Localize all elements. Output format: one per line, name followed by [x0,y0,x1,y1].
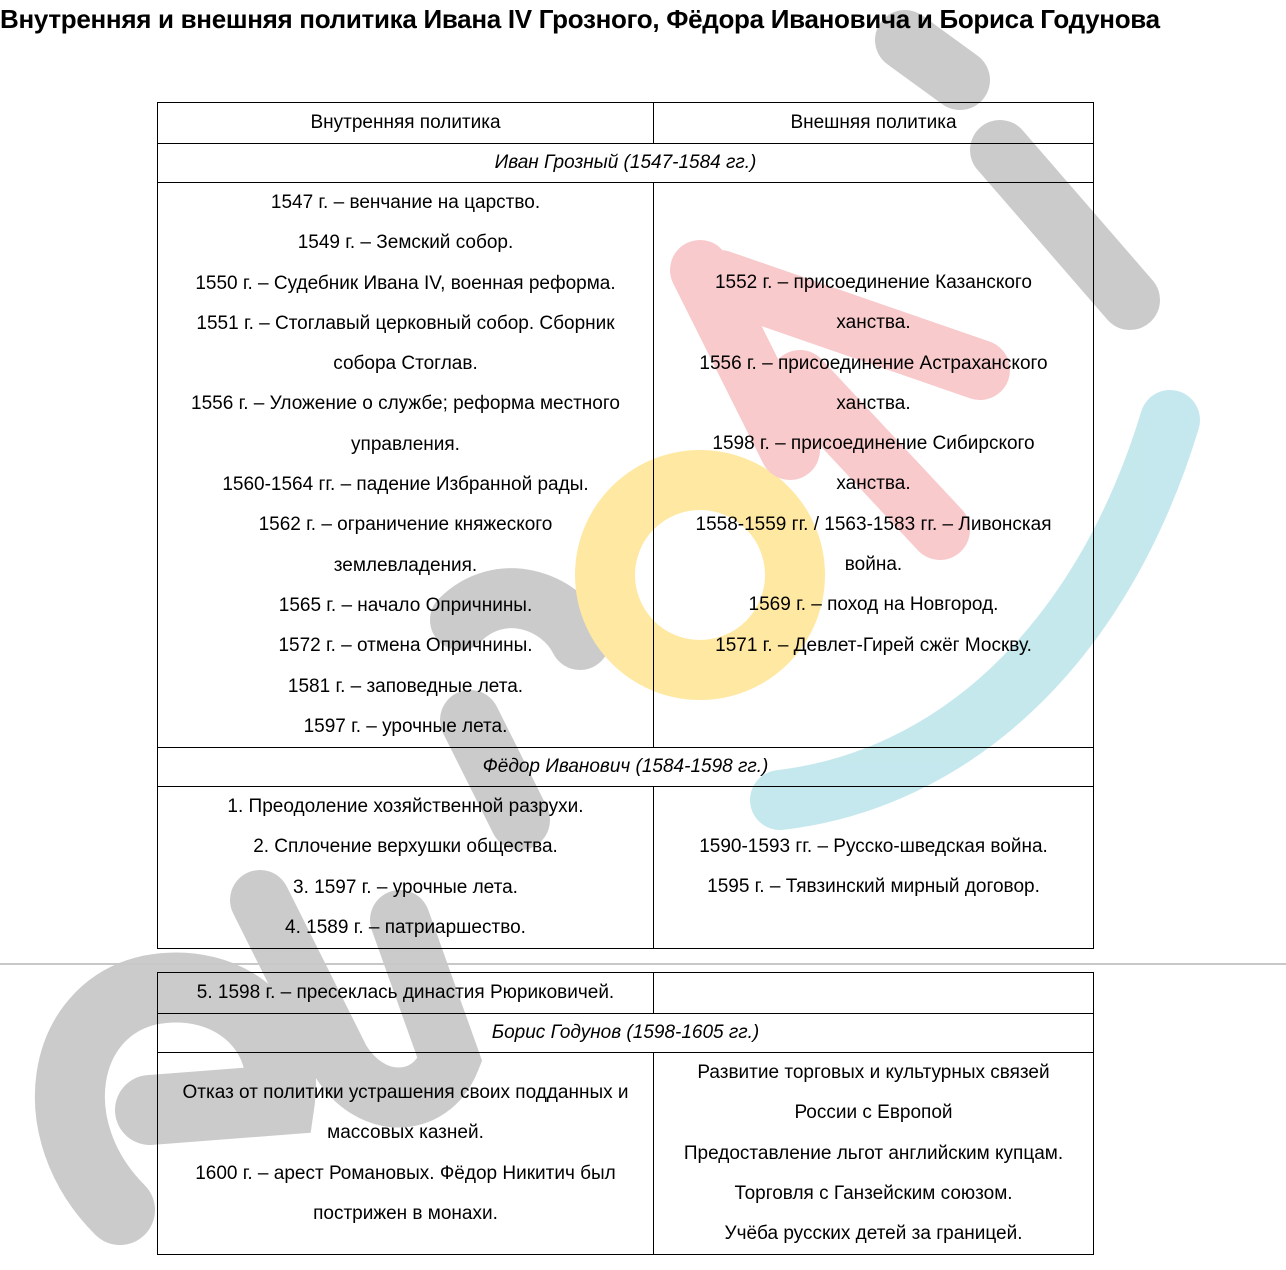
ivan-internal-line: собора Стоглав. [333,353,478,375]
ivan-internal-line: 1550 г. – Судебник Ивана IV, военная реформа. [195,272,616,294]
ivan-internal-line: 1597 г. – урочные лета. [303,715,508,737]
ivan-internal-line: 1547 г. – венчание на царство. [270,192,541,213]
ivan-external-line: 1569 г. – поход на Новгород. [748,594,999,616]
ivan-external-line: 1556 г. – присоединение Астраханского [699,352,1048,374]
watermark-dot-shape [905,40,960,80]
fedor-internal-cell [158,787,654,949]
fedor-policy-row [158,787,1094,949]
ivan-internal-line: 1565 г. – начало Опричнины. [278,594,533,616]
fedor-internal-continued-line: 5. 1598 г. – пресеклась династия Рюриковичей. [196,982,615,1003]
ruler-row-fedor [158,748,1094,787]
boris-external-cell [654,1053,1094,1255]
ivan-internal-line: землевладения. [333,554,478,576]
policy-table-page-1 [157,102,1094,949]
ivan-internal-line: 1556 г. – Уложение о службе; реформа местного [191,393,620,415]
ivan-internal-line: 1549 г. – Земский собор. [297,232,514,254]
ivan-internal-line: 1551 г. – Стоглавый церковный собор. Сборник [196,312,615,334]
ivan-internal-cell [158,183,654,748]
ivan-internal-line: 1572 г. – отмена Опричнины. [278,635,533,657]
header-internal: Внутренняя политика [158,103,654,144]
ruler-ivan: Иван Грозный (1547-1584 гг.) [158,144,1094,183]
page-break-line [0,963,1286,965]
fedor-external-line: 1595 г. – Тявзинский мирный договор. [707,876,1040,898]
ruler-row-ivan [158,144,1094,183]
boris-internal-line: 1600 г. – арест Романовых. Фёдор Никитич был [195,1162,616,1184]
boris-external-line: Учёба русских детей за границей. [724,1223,1023,1245]
fedor-internal-line: 2. Сплочение верхушки общества. [253,836,558,858]
fedor-continued-row [158,973,1094,1014]
boris-policy-row [158,1053,1094,1255]
ivan-external-line: ханства. [836,392,911,414]
fedor-internal-line: 3. 1597 г. – урочные лета. [293,876,518,898]
fedor-external-line: 1590-1593 гг. – Русско-шведская война. [699,836,1048,858]
ivan-policy-row [158,183,1094,748]
boris-internal-line: пострижен в монахи. [313,1203,498,1225]
table-header-row [158,103,1094,144]
fedor-internal-line: 4. 1589 г. – патриаршество. [285,917,526,939]
fedor-external-continued-cell [654,973,1094,1014]
boris-external-line: Развитие торговых и культурных связей [697,1062,1050,1083]
ivan-internal-line: управления. [351,433,460,455]
ivan-internal-line: 1581 г. – заповедные лета. [287,675,524,697]
ivan-external-line: 1598 г. – присоединение Сибирского [712,433,1035,455]
boris-internal-cell [158,1053,654,1255]
boris-internal-line: массовых казней. [327,1122,484,1144]
ivan-external-cell [654,183,1094,748]
ivan-external-line: война. [844,554,903,576]
ruler-boris: Борис Годунов (1598-1605 гг.) [158,1014,1094,1053]
fedor-external-cell [654,787,1094,949]
ruler-row-boris [158,1014,1094,1053]
boris-external-line: России с Европой [794,1102,953,1124]
ivan-external-line: 1552 г. – присоединение Казанского [714,272,1033,293]
fedor-internal-continued-cell [158,973,654,1014]
fedor-internal-line: 1. Преодоление хозяйственной разрухи. [227,796,584,818]
header-external: Внешняя политика [654,103,1094,144]
ivan-external-line: ханства. [836,312,911,334]
boris-external-line: Торговля с Ганзейским союзом. [734,1182,1013,1204]
ruler-fedor: Фёдор Иванович (1584-1598 гг.) [158,748,1094,787]
ivan-internal-line: 1562 г. – ограничение княжеского [258,514,553,536]
ivan-external-line: 1558-1559 гг. / 1563-1583 гг. – Ливонская [695,513,1052,535]
ivan-external-line: ханства. [836,473,911,495]
boris-external-line: Предоставление льгот английским купцам. [683,1142,1064,1164]
ivan-external-line: 1571 г. – Девлет-Гирей сжёг Москву. [715,634,1032,656]
policy-table-page-2 [157,972,1094,1255]
boris-internal-line: Отказ от политики устрашения своих подданных и [182,1082,629,1104]
ivan-internal-line: 1560-1564 гг. – падение Избранной рады. [222,474,589,496]
document-title: Внутренняя и внешняя политика Ивана IV Грозного, Фёдора Ивановича и Бориса Годунова [0,4,1160,34]
